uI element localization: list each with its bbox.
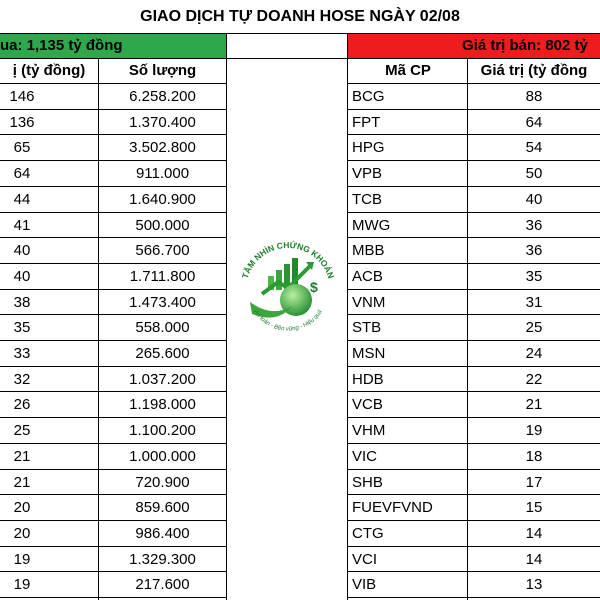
row-divider [0, 520, 227, 521]
column-divider [347, 33, 348, 600]
row-divider [347, 417, 600, 418]
buy-row-volume: 1.037.200 [129, 370, 196, 388]
buy-row-volume: 986.400 [135, 524, 190, 542]
buy-row-value: 19 [13, 576, 31, 594]
sell-row-ticker: VNM [352, 293, 386, 311]
buy-row-volume: 1.640.900 [129, 190, 196, 208]
buy-row-value: 41 [13, 216, 31, 234]
sell-row-ticker: FPT [352, 113, 381, 131]
sell-row-ticker: VPB [352, 165, 383, 183]
sell-row-value: 22 [525, 370, 543, 388]
sell-row-ticker: MWG [352, 216, 391, 234]
sell-row-ticker: VCI [352, 550, 378, 568]
row-divider [347, 83, 600, 84]
column-divider [467, 59, 468, 600]
row-divider [0, 597, 227, 598]
row-divider [0, 366, 227, 367]
row-divider [0, 160, 227, 161]
row-divider [0, 58, 600, 59]
logo-top-text: TẦM NHÌN CHỨNG KHOÁN [239, 239, 337, 280]
buy-total-banner [0, 34, 227, 58]
sell-row-value: 13 [525, 576, 543, 594]
row-divider [347, 314, 600, 315]
buy-total-text: ua: 1,135 tỷ đồng [0, 37, 123, 54]
row-divider [0, 289, 227, 290]
buy-row-value: 25 [13, 422, 31, 440]
buy-header-volume: Số lượng [128, 62, 197, 79]
row-divider [0, 314, 227, 315]
buy-row-value: 26 [13, 396, 31, 414]
buy-row-volume: 1.370.400 [129, 113, 196, 131]
buy-row-volume: 217.600 [135, 576, 190, 594]
stock-chart-globe-logo-icon [232, 232, 344, 344]
row-divider [347, 237, 600, 238]
sell-row-value: 36 [525, 216, 543, 234]
sell-row-value: 24 [525, 345, 543, 362]
sell-row-value: 19 [525, 422, 543, 440]
row-divider [0, 469, 227, 470]
buy-row-volume: 859.600 [135, 499, 190, 517]
row-divider [0, 237, 227, 238]
sell-row-value: 21 [525, 396, 543, 414]
page-title: GIAO DỊCH TỰ DOANH HOSE NGÀY 02/08 [140, 8, 460, 25]
sell-row-value: 40 [525, 190, 543, 208]
row-divider [347, 494, 600, 495]
buy-row-volume: 265.600 [135, 345, 190, 362]
buy-row-value: 38 [13, 293, 31, 311]
sell-row-value: 18 [525, 447, 543, 465]
sell-row-ticker: VCB [352, 396, 383, 414]
buy-row-value: 20 [13, 524, 31, 542]
row-divider [0, 134, 227, 135]
row-divider [347, 186, 600, 187]
buy-row-value: 146 [9, 88, 35, 105]
buy-row-value: 21 [13, 447, 31, 465]
column-divider [226, 33, 227, 600]
sell-row-ticker: ACB [352, 267, 383, 285]
buy-row-value: 33 [13, 345, 31, 362]
row-divider [347, 160, 600, 161]
sell-row-value: 64 [525, 113, 543, 131]
sell-row-ticker: CTG [352, 524, 384, 542]
row-divider [347, 546, 600, 547]
row-divider [347, 134, 600, 135]
row-divider [347, 443, 600, 444]
row-divider [347, 520, 600, 521]
row-divider [0, 186, 227, 187]
buy-row-volume: 558.000 [135, 319, 190, 337]
buy-row-value: 44 [13, 190, 31, 208]
logo-bottom-text: An toàn - Bền vững - Hiệu quả [252, 309, 324, 333]
row-divider [0, 109, 227, 110]
row-divider [347, 263, 600, 264]
row-divider [0, 571, 227, 572]
row-divider [0, 212, 227, 213]
row-divider [0, 494, 227, 495]
buy-row-value: 32 [13, 370, 31, 388]
buy-row-volume: 720.900 [135, 473, 190, 491]
sell-row-ticker: MBB [352, 242, 385, 260]
buy-row-volume: 1.329.300 [129, 550, 196, 568]
row-divider [347, 289, 600, 290]
row-divider [0, 417, 227, 418]
row-divider [347, 571, 600, 572]
sell-row-ticker: MSN [352, 345, 386, 362]
buy-row-value: 65 [13, 139, 31, 157]
buy-row-value: 20 [13, 499, 31, 517]
buy-row-volume: 6.258.200 [129, 88, 196, 105]
sell-row-value: 54 [525, 139, 543, 157]
sell-total-text: Giá trị bán: 802 tỷ [462, 37, 588, 54]
sell-row-ticker: TCB [352, 190, 382, 208]
sell-row-ticker: HPG [352, 139, 385, 157]
row-divider [347, 366, 600, 367]
row-divider [0, 83, 227, 84]
row-divider [0, 443, 227, 444]
column-divider [98, 59, 99, 600]
sell-row-value: 50 [525, 165, 543, 183]
row-divider [347, 597, 600, 598]
row-divider [0, 340, 227, 341]
buy-row-volume: 3.502.800 [129, 139, 196, 157]
sell-row-ticker: BCG [352, 88, 385, 105]
buy-row-value: 64 [13, 165, 31, 183]
sell-row-ticker: FUEVFVND [352, 499, 433, 517]
buy-row-volume: 566.700 [135, 242, 190, 260]
row-divider [347, 109, 600, 110]
sell-row-ticker: HDB [352, 370, 384, 388]
sell-header-ticker: Mã CP [385, 62, 431, 79]
sell-row-ticker: VIB [352, 576, 377, 594]
buy-row-value: 21 [13, 473, 31, 491]
row-divider [347, 469, 600, 470]
sell-row-value: 31 [525, 293, 543, 311]
buy-header-value: ị (tỷ đồng) [12, 62, 86, 79]
buy-row-volume: 1.198.000 [129, 396, 196, 414]
sell-row-value: 88 [525, 88, 543, 105]
sell-row-ticker: VHM [352, 422, 386, 440]
buy-row-value: 40 [13, 267, 31, 285]
buy-row-volume: 1.000.000 [129, 447, 196, 465]
buy-row-value: 19 [13, 550, 31, 568]
row-divider [347, 391, 600, 392]
buy-row-volume: 500.000 [135, 216, 190, 234]
sell-total-banner [348, 34, 600, 58]
buy-row-value: 35 [13, 319, 31, 337]
logo [232, 232, 344, 344]
row-divider [0, 391, 227, 392]
svg-text:$: $ [310, 279, 318, 295]
buy-row-volume: 1.100.200 [129, 422, 196, 440]
buy-row-volume: 911.000 [135, 165, 190, 183]
row-divider [0, 546, 227, 547]
sell-row-value: 14 [525, 550, 543, 568]
buy-row-value: 136 [9, 113, 35, 131]
buy-row-volume: 1.711.800 [129, 267, 196, 285]
sell-row-value: 36 [525, 242, 543, 260]
sell-row-ticker: VIC [352, 447, 378, 465]
row-divider [0, 263, 227, 264]
sell-row-ticker: SHB [352, 473, 383, 491]
row-divider [347, 212, 600, 213]
sell-row-ticker: STB [352, 319, 382, 337]
sell-row-value: 35 [525, 267, 543, 285]
row-divider [0, 33, 600, 34]
sell-row-value: 15 [525, 499, 543, 517]
sell-row-value: 14 [525, 524, 543, 542]
sell-row-value: 25 [525, 319, 543, 337]
buy-row-value: 40 [13, 242, 31, 260]
sell-row-value: 17 [525, 473, 543, 491]
row-divider [347, 340, 600, 341]
buy-row-volume: 1.473.400 [129, 293, 196, 311]
sell-header-value: Giá trị (tỷ đồng [480, 62, 588, 79]
